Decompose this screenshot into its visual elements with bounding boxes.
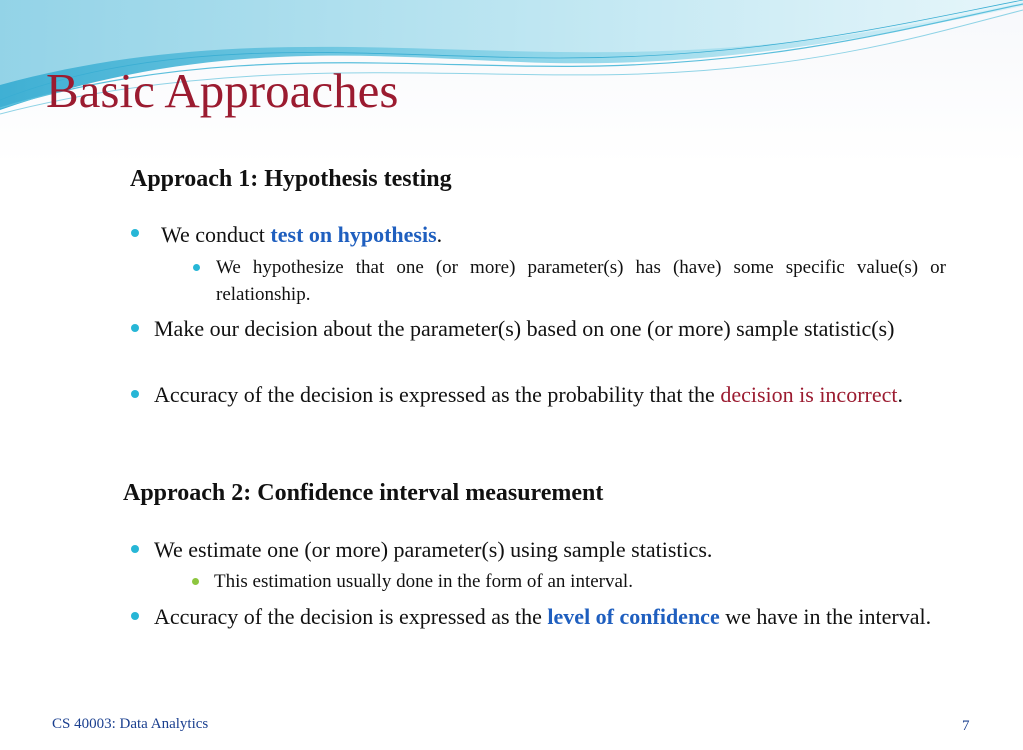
footer-course-label: CS 40003: Data Analytics (52, 716, 209, 732)
approach2-sub-bullet1: This estimation usually done in the form of an interval. (214, 571, 633, 592)
approach1-bullet2: Make our decision about the parameter(s) based on one (or more) sample statistic(s) (154, 316, 895, 341)
bullet-dot-icon (131, 390, 139, 398)
approach2-bullet2: Accuracy of the decision is expressed as the level of confidence we have in the interval. (154, 604, 932, 629)
slide-title: Basic Approaches (46, 63, 399, 118)
bullet-dot-icon (131, 545, 139, 553)
sub-bullet-dot-icon (193, 264, 200, 271)
approach1-heading: Approach 1: Hypothesis testing (130, 166, 452, 192)
bullet-dot-icon (131, 324, 139, 332)
highlight-test-on-hypothesis: test on hypothesis (270, 222, 437, 247)
bullet-dot-icon (131, 229, 139, 237)
highlight-decision-incorrect: decision is incorrect (720, 382, 898, 407)
highlight-level-of-confidence: level of confidence (547, 604, 720, 629)
approach1-bullet1: We conduct test on hypothesis. (161, 222, 443, 247)
approach1-bullet3: Accuracy of the decision is expressed as the probability that the decision is incorrect. (154, 382, 903, 407)
approach2-bullet1: We estimate one (or more) parameter(s) using sample statistics. (154, 537, 713, 562)
approach2-heading: Approach 2: Confidence interval measurement (123, 480, 604, 506)
approach1-sub-bullet1: We hypothesize that one (or more) parameter(s) has (have) some specific value(s) or relationship. (216, 257, 946, 305)
sub-bullet-dot-icon (192, 578, 199, 585)
bullet-dot-icon (131, 612, 139, 620)
slide-number: 7 (962, 718, 970, 734)
